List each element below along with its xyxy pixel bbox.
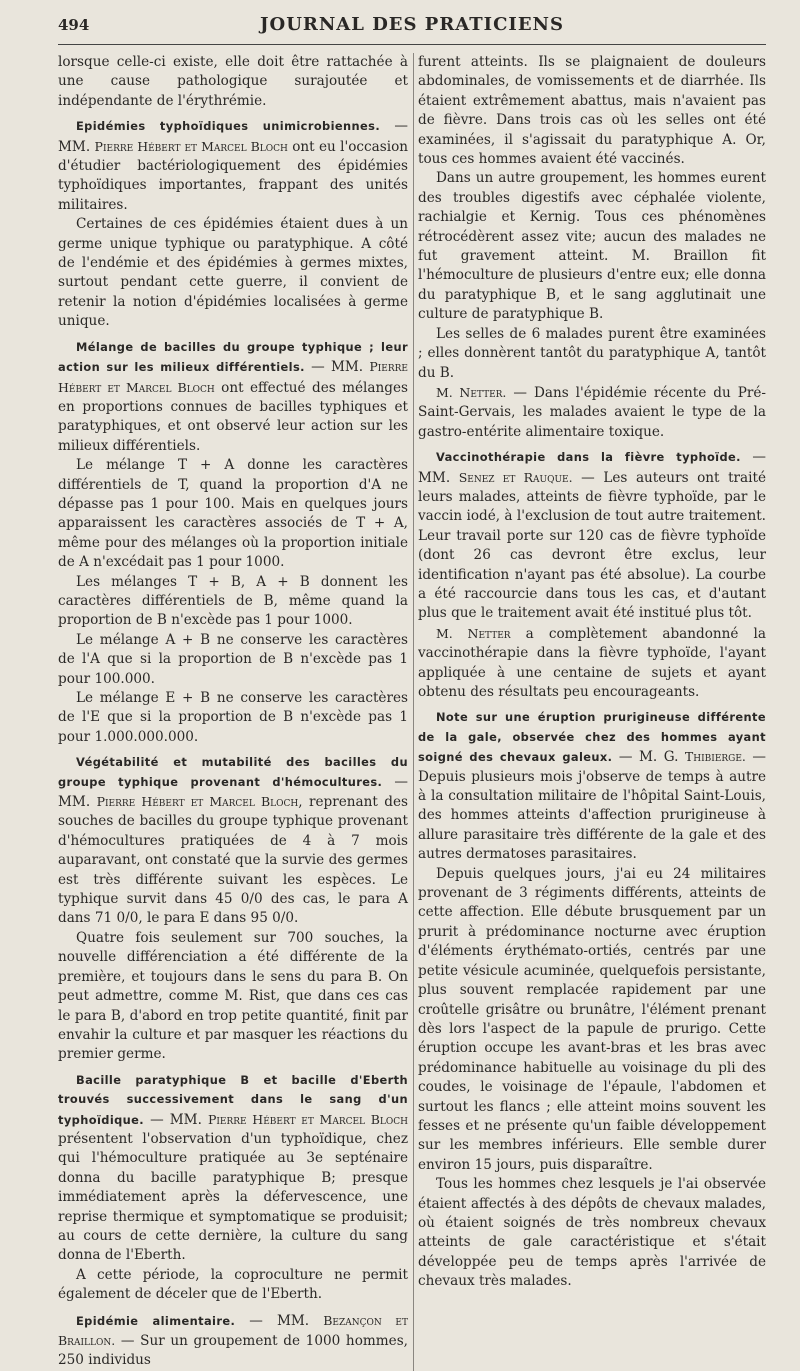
- paragraph: Dans un autre groupement, les hommes eurent des troubles digestifs avec céphalée violente, rachialgie et Kernig. Tous ces phénomènes rétrocédèrent assez vite; aucun des malades ne fut gravement atteint. M. Braillon fit l'hémoculture de plusieurs d'entre eux; elle donna du paratyphique B, et le sang agglutinait une culture de paratyphique B.: [418, 170, 766, 323]
- article-title: Mélange de bacilles du groupe typhique ; leur action sur les milieux différentiels.: [58, 339, 408, 375]
- paragraph: Certaines de ces épidémies étaient dues à un germe unique typhique ou paratyphique. A côté de l'endémie et des épidémies à germes mixtes, surtout pendant cette guerre, il convient de retenir la notion d'épidémies localisées à germe unique.: [58, 216, 408, 330]
- paragraph: M. Netter. — Dans l'épidémie récente du Pré-Saint-Gervais, les malades avaient le type de la gastro-entérite alimentaire toxique.: [418, 384, 766, 440]
- paragraph: Le mélange A + B ne conserve les caractères de l'A que si la proportion de B n'excède pas 1 pour 100.000.: [58, 631, 408, 687]
- article-authors: Pierre Hébert et Marcel Bloch: [58, 359, 408, 395]
- paragraph: Les selles de 6 malades purent être examinées ; elles donnèrent tantôt du paratyphique A, tantôt du B.: [418, 325, 766, 381]
- article-title: Epidémies typhoïdiques unimicrobiennes.: [76, 119, 381, 134]
- right-column: [418, 53, 766, 1371]
- article-epidemie-alimentaire: Epidémie alimentaire. — MM. Bezançon et Braillon. — Sur un groupement de 1000 hommes, 250 individus: [58, 1312, 408, 1369]
- paragraph: A cette période, la coproculture ne permit également de déceler que de l'Eberth.: [58, 1266, 408, 1303]
- article-authors: Thibierge.: [684, 749, 746, 765]
- article-vegetabilite: Végétabilité et mutabilité des bacilles du groupe typhique provenant d'hémocultures. — MM. Pierre Hébert et Marcel Bloch, reprenant des souches de bacilles du groupe typhique provenant d'hémocultures pratiquées de 4 à 7 mois auparavant, ont constaté que la survie des germes est très différente suivant les espèces. Le typhique survit dans 45 0/0 des cas, le para A dans 71 0/0, le para E dans 95 0/0.: [58, 755, 408, 927]
- paragraph: Quatre fois seulement sur 700 souches, la nouvelle différenciation a été différente de la première, et toujours dans le sens du para B. On peut admettre, comme M. Rist, que dans ces cas le para B, d'abord en trop petite quantité, finit par envahir la culture et par masquer les réactions du premier germe.: [58, 929, 408, 1063]
- author-name: M. Netter: [436, 625, 511, 641]
- article-title: Epidémie alimentaire.: [76, 1313, 236, 1328]
- page-number: 494: [58, 16, 90, 34]
- author-name: M. Netter.: [436, 384, 507, 400]
- paragraph: lorsque celle-ci existe, elle doit être rattachée à une cause pathologique surajoutée et indépendante de l'érythrémie.: [58, 54, 408, 109]
- article-melange-bacilles: Mélange de bacilles du groupe typhique ; leur action sur les milieux différentiels. — MM. Pierre Hébert et Marcel Bloch ont effectué des mélanges en proportions connues de bacilles typhiques et paratyphiques, et ont observé leur action sur les milieux différentiels.: [58, 339, 408, 454]
- header-rule: [58, 44, 766, 45]
- two-column-body: [58, 53, 766, 1371]
- article-authors: Pierre Hébert et Marcel Bloch: [94, 138, 288, 154]
- article-authors: Pierre Hébert et Marcel Bloch: [207, 1111, 409, 1127]
- article-title: Bacille paratyphique B et bacille d'Eberth trouvés successivement dans le sang d'un typhoïdique.: [58, 1072, 408, 1127]
- article-authors: Bezançon et Braillon.: [58, 1312, 408, 1348]
- left-column: [58, 53, 408, 1371]
- running-title: JOURNAL DES PRATICIENS: [260, 14, 564, 35]
- paragraph: Les mélanges T + B, A + B donnent les caractères différentiels de B, même quand la proportion de B n'excède pas 1 pour 1000.: [58, 573, 408, 629]
- article-title: Vaccinothérapie dans la fièvre typhoïde.: [436, 450, 741, 465]
- page-header: [58, 14, 766, 40]
- paragraph: Tous les hommes chez lesquels je l'ai observée étaient affectés à des dépôts de chevaux malades, où étaient soignés de très nombreux chevaux atteints de gale caractéristique et s'était développée peu de temps après l'arrivée de chevaux très malades.: [418, 1176, 766, 1290]
- paragraph: Depuis quelques jours, j'ai eu 24 militaires provenant de 3 régiments différents, atteints de cette affection. Elle débute brusquement par un prurit à prédominance nocturne avec éruption d'éléments érythémato-ortiés, centrés par une petite vésicule acuminée, quelquefois persistante, plus souvent remplacée rapidement par une croûtelle grisâtre ou brunâtre, l'élément prenant dès lors l'aspect de la papule de prurigo. Cette éruption occupe les avant-bras et les bras avec prédominance habituelle au voisinage du pli des coudes, le voisinage de l'épaule, l'abdomen et surtout les flancs ; elle atteint moins souvent les fesses et ne présente qu'un faible développement sur les membres inférieurs. Elle semble durer environ 15 jours, puis disparaître.: [418, 865, 766, 1173]
- article-vaccinotherapie: Vaccinothérapie dans la fièvre typhoïde. — MM. Senez et Rauque. — Les auteurs ont traité leurs malades, atteints de fièvre typhoïde, par le vaccin iodé, à l'exclusion de tout autre traitement. Leur travail porte sur 120 cas de fièvre typhoïde (dont 26 cas devront être exclus, leur identification n'ayant pas été absolue). La courbe a été raccourcie dans tous les cas, et d'autant plus que le traitement avait été institué plus tôt.: [418, 449, 766, 622]
- paragraph: M. Netter a complètement abandonné la vaccinothérapie dans la fièvre typhoïde, l'ayant appliquée à une centaine de sujets et ayant obtenu des résultats peu encourageants.: [418, 625, 766, 700]
- article-title: Note sur une éruption prurigineuse différente de la gale, observée chez des hommes ayant soigné des chevaux galeux.: [418, 710, 766, 765]
- article-bacille-paratyphique: Bacille paratyphique B et bacille d'Eberth trouvés successivement dans le sang d'un typhoïdique. — MM. Pierre Hébert et Marcel Bloch présentent l'observation d'un typhoïdique, chez qui l'hémoculture pratiquée au 3e septénaire donna du bacille paratyphique B; presque immédiatement après la défervescence, une reprise thermique et symptomatique se produisit; au cours de cette dernière, la culture du sang donna de l'Eberth.: [58, 1072, 409, 1264]
- article-authors: Senez et Rauque.: [458, 469, 573, 485]
- column-divider: [413, 53, 414, 1371]
- article-authors: Pierre Hébert et Marcel Bloch: [96, 794, 299, 810]
- paragraph: furent atteints. Ils se plaignaient de douleurs abdominales, de vomissements et de diarrhée. Ils étaient extrêmement abattus, mais n'avaient pas de fièvre. Dans trois cas où les selles ont été examinées, il s'agissait du paratyphique A. Or, tous ces hommes avaient été vaccinés.: [418, 54, 766, 168]
- article-title: Végétabilité et mutabilité des bacilles du groupe typhique provenant d'hémocultures.: [58, 755, 408, 789]
- paragraph: Le mélange T + A donne les caractères différentiels de T, quand la proportion d'A ne dépasse pas 1 pour 100. Mais en quelques jours apparaissent les caractères associés de T + A, même pour des mélanges où la proportion initiale de A n'excédait pas 1 pour 1000.: [58, 457, 408, 571]
- paragraph: Le mélange E + B ne conserve les caractères de l'E que si la proportion de B n'excède pas 1 pour 1.000.000.000.: [58, 690, 408, 745]
- article-eruption-prurigineuse: Note sur une éruption prurigineuse différente de la gale, observée chez des hommes ayant soigné des chevaux galeux. — M. G. Thibierge. — Depuis plusieurs mois j'observe de temps à autre à la consultation militaire de l'hôpital Saint-Louis, des hommes atteints d'affection prurigineuse à allure parasitaire très différente de la gale et des autres dermatoses parasitaires.: [418, 710, 766, 863]
- article-epidemies-typhoidiques: Epidémies typhoïdiques unimicrobiennes. — MM. Pierre Hébert et Marcel Bloch ont eu l'occasion d'étudier bactériologiquement des épidémies typhoïdiques importantes, frappant des unités militaires.: [58, 118, 409, 213]
